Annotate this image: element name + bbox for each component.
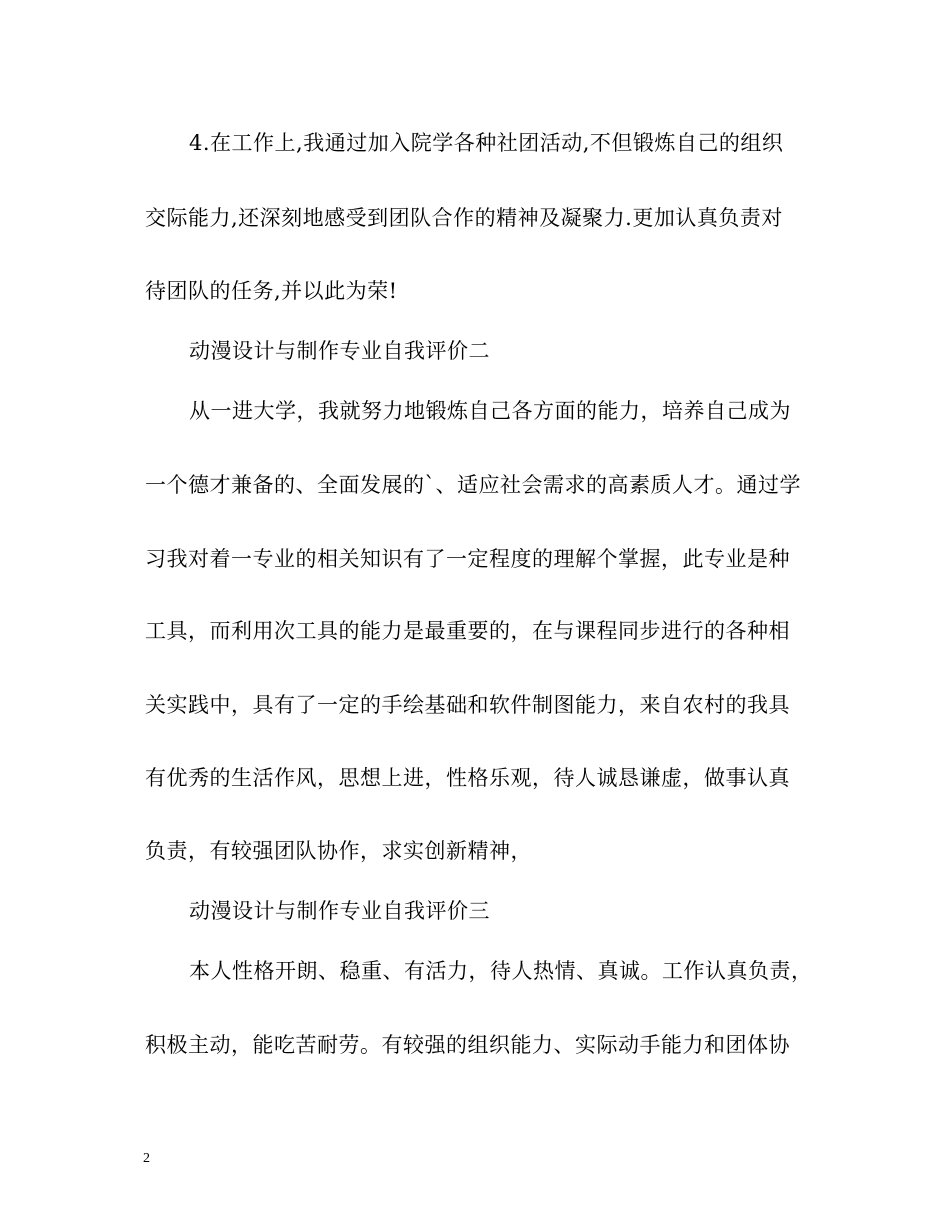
section-heading: 动漫设计与制作专业自我评价二	[189, 339, 490, 363]
paragraph-line: 负责，有较强团队协作，求实创新精神，	[145, 839, 532, 863]
paragraph-line: 积极主动，能吃苦耐劳。有较强的组织能力、实际动手能力和团体协	[145, 1033, 790, 1057]
section-heading: 动漫设计与制作专业自我评价三	[189, 899, 490, 923]
paragraph-line: 待团队的任务,并以此为荣!	[145, 279, 398, 303]
paragraph-line: 本人性格开朗、稳重、有活力，待人热情、真诚。工作认真负责，	[189, 959, 813, 983]
page-number: 2	[143, 1151, 150, 1166]
paragraph-line: 交际能力,还深刻地感受到团队合作的精神及凝聚力.更加认真负责对	[145, 206, 783, 230]
paragraph-line: 4.在工作上,我通过加入院学各种社团活动,不但锻炼自己的组织	[189, 131, 784, 155]
paragraph-line: 习我对着一专业的相关知识有了一定程度的理解个掌握，此专业是种	[145, 547, 790, 571]
paragraph-line: 关实践中，具有了一定的手绘基础和软件制图能力，来自农村的我具	[145, 693, 790, 717]
paragraph-line: 一个德才兼备的、全面发展的`、适应社会需求的高素质人才。通过学	[145, 473, 801, 497]
paragraph-line: 有优秀的生活作风，思想上进，性格乐观，待人诚恳谦虚，做事认真	[145, 766, 790, 790]
paragraph-line: 工具，而利用次工具的能力是最重要的，在与课程同步进行的各种相	[145, 619, 790, 643]
paragraph-line: 从一进大学，我就努力地锻炼自己各方面的能力，培养自己成为	[189, 399, 791, 423]
